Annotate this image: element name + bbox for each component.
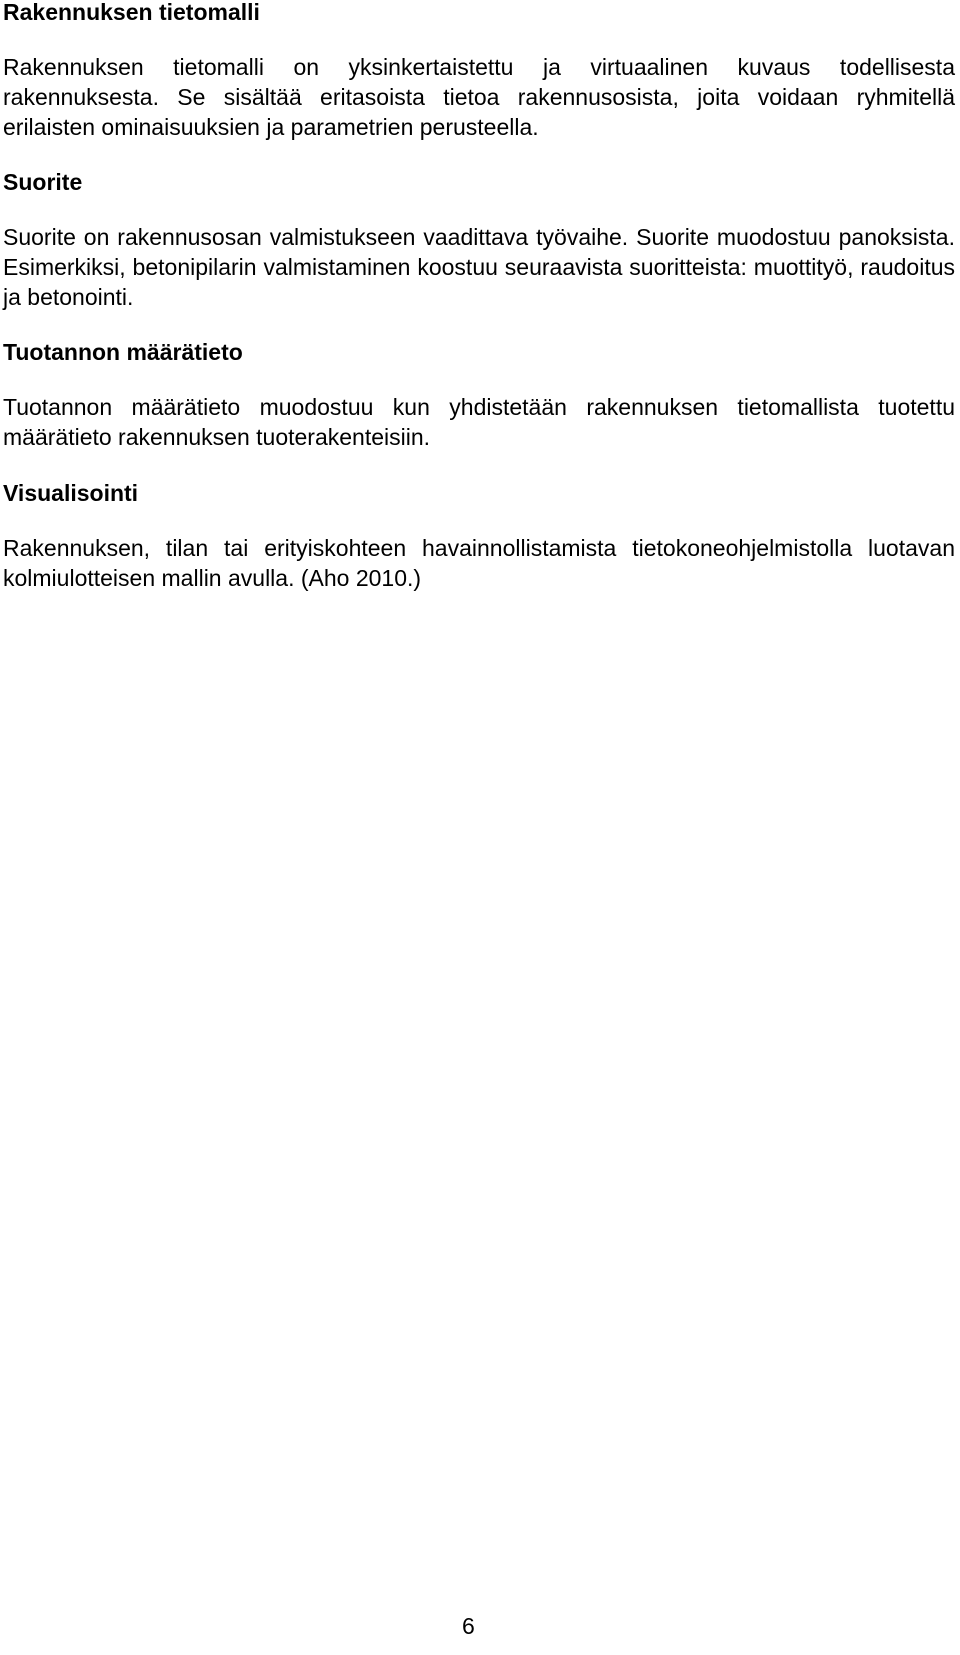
page-number: 6 [462, 1613, 475, 1639]
section-heading-suorite: Suorite [3, 169, 83, 195]
section-heading-visualisointi: Visualisointi [3, 480, 139, 506]
section-heading-rakennuksen-tietomalli: Rakennuksen tietomalli [3, 0, 260, 25]
section-text-rakennuksen-tietomalli: Rakennuksen tietomalli on yksinkertaistettu ja virtuaalinen kuvaus todellisesta rakennuksesta. Se sisältää eritasoista tietoa rakennusosista, joita voidaan ryhmitellä erilaisten ominaisuuksien ja parametrien perusteella. [3, 54, 955, 140]
section-text-visualisointi: Rakennuksen, tilan tai erityiskohteen havainnollistamista tietokoneohjelmistolla luotavan kolmiulotteisen mallin avulla. (Aho 2010.) [3, 535, 955, 591]
section-text-tuotannon-maaratieto: Tuotannon määrätieto muodostuu kun yhdistetään rakennuksen tietomallista tuotettu määrätieto rakennuksen tuoterakenteisiin. [3, 394, 955, 450]
section-text-suorite: Suorite on rakennusosan valmistukseen vaadittava työvaihe. Suorite muodostuu panoksista. Esimerkiksi, betonipilarin valmistaminen koostuu seuraavista suoritteista: muottityö, raudoitus ja betonointi. [3, 224, 955, 310]
section-heading-tuotannon-maaratieto: Tuotannon määrätieto [3, 339, 243, 365]
